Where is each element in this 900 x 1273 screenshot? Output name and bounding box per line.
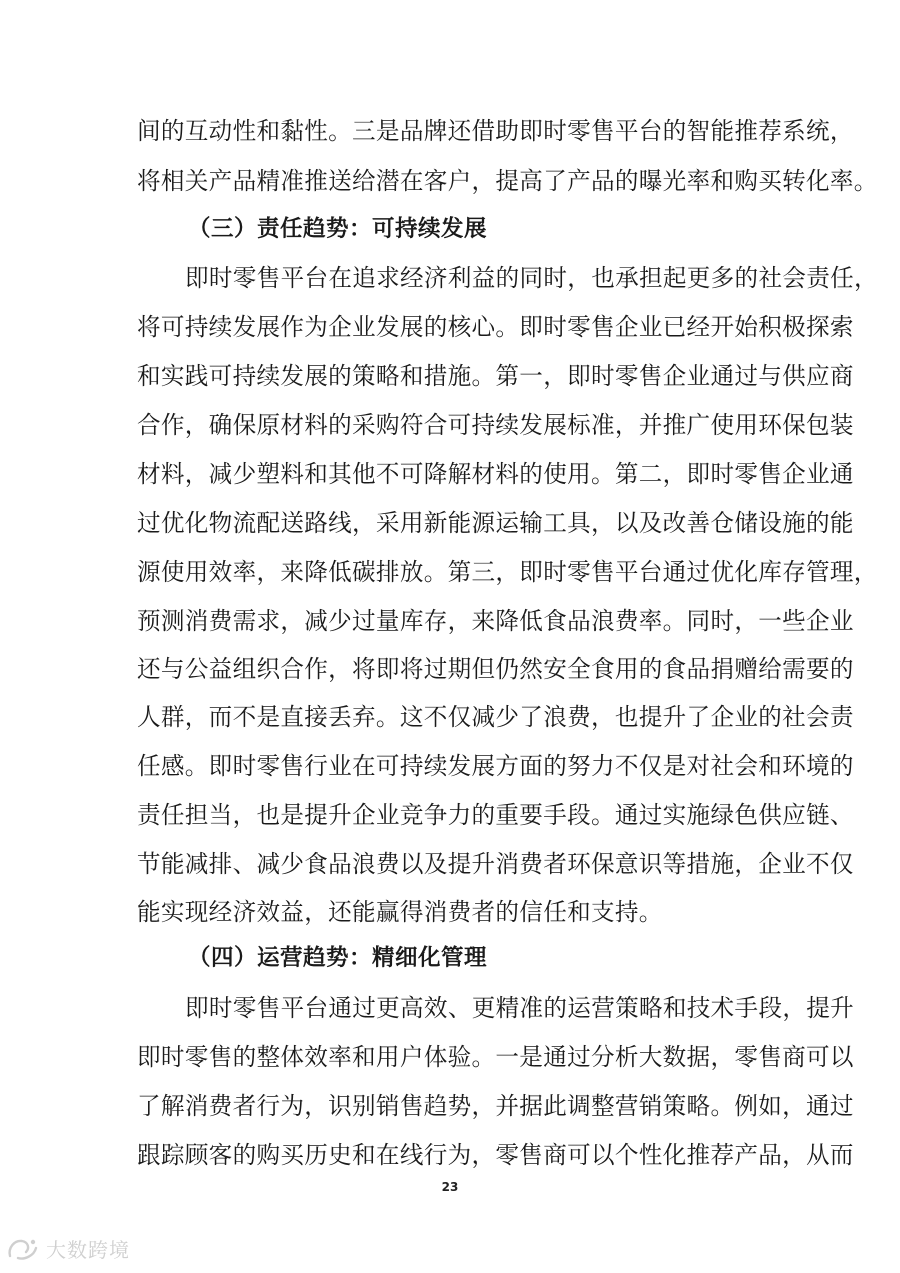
paragraph-line: 跟踪顾客的购买历史和在线行为，零售商可以个性化推荐产品，从而 <box>137 1141 854 1169</box>
paragraph-line: 能实现经济效益，还能赢得消费者的信任和支持。 <box>137 898 663 926</box>
paragraph-line: 合作，确保原材料的采购符合可持续发展标准，并推广使用环保包装 <box>137 411 854 439</box>
watermark-logo-icon <box>6 1236 40 1262</box>
paragraph-line: 将相关产品精准推送给潜在客户，提高了产品的曝光率和购买转化率。 <box>137 167 878 195</box>
watermark-text: 大数跨境 <box>46 1238 130 1262</box>
paragraph-line: 预测消费需求，减少过量库存，来降低食品浪费率。同时，一些企业 <box>137 607 854 635</box>
paragraph-line: 材料，减少塑料和其他不可降解材料的使用。第二，即时零售企业通 <box>137 460 854 488</box>
paragraph-line: 任感。即时零售行业在可持续发展方面的努力不仅是对社会和环境的 <box>137 752 854 780</box>
paragraph-line: 间的互动性和黏性。三是品牌还借助即时零售平台的智能推荐系统， <box>137 117 854 145</box>
paragraph-line: 即时零售平台通过更高效、更精准的运营策略和技术手段，提升 <box>185 994 855 1022</box>
paragraph-line: 即时零售平台在追求经济利益的同时，也承担起更多的社会责任， <box>185 264 878 292</box>
paragraph-line: 将可持续发展作为企业发展的核心。即时零售企业已经开始积极探索 <box>137 313 854 341</box>
paragraph-line: 源使用效率，来降低碳排放。第三，即时零售平台通过优化库存管理， <box>137 558 878 586</box>
paragraph-line: 还与公益组织合作，将即将过期但仍然安全食用的食品捐赠给需要的 <box>137 655 854 683</box>
paragraph-line: 节能减排、减少食品浪费以及提升消费者环保意识等措施，企业不仅 <box>137 850 854 878</box>
page-number: 23 <box>441 1180 459 1194</box>
paragraph-line: 过优化物流配送路线，采用新能源运输工具，以及改善仓储设施的能 <box>137 509 854 537</box>
paragraph-line: 即时零售的整体效率和用户体验。一是通过分析大数据，零售商可以 <box>137 1043 854 1071</box>
paragraph-line: 了解消费者行为，识别销售趋势，并据此调整营销策略。例如，通过 <box>137 1092 854 1120</box>
paragraph-line: 和实践可持续发展的策略和措施。第一，即时零售企业通过与供应商 <box>137 362 854 390</box>
section-heading: （四）运营趋势：精细化管理 <box>188 945 488 971</box>
watermark <box>6 1234 130 1263</box>
section-heading: （三）责任趋势：可持续发展 <box>188 216 488 242</box>
paragraph-line: 责任担当，也是提升企业竞争力的重要手段。通过实施绿色供应链、 <box>137 801 854 829</box>
paragraph-line: 人群，而不是直接丢弃。这不仅减少了浪费，也提升了企业的社会责 <box>137 703 854 731</box>
